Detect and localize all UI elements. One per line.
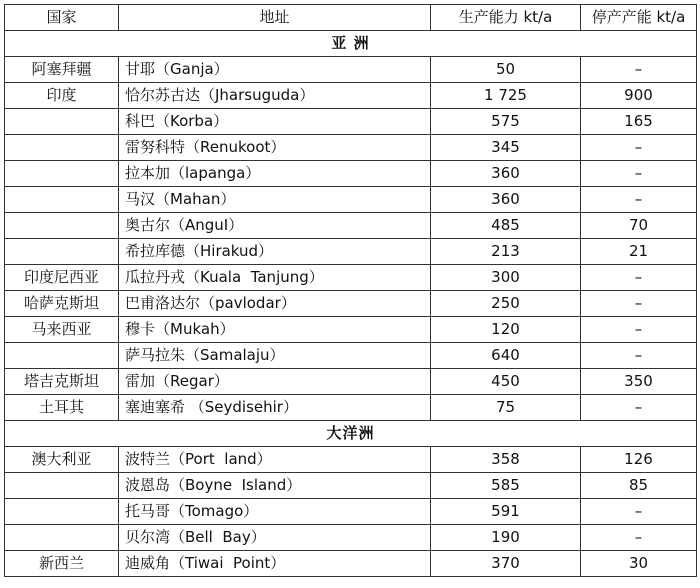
header-capacity: 生产能力 kt/a — [431, 5, 581, 31]
table-row — [5, 473, 697, 499]
address-cell: 雷努科特（Renukoot） — [119, 135, 431, 161]
capacity-cell: 370 — [431, 551, 581, 577]
idle-capacity-cell: – — [581, 395, 697, 421]
capacity-cell: 575 — [431, 109, 581, 135]
table-row — [5, 499, 697, 525]
table-row — [5, 447, 697, 473]
idle-capacity-cell: 70 — [581, 213, 697, 239]
idle-capacity-cell: – — [581, 265, 697, 291]
capacity-cell: 591 — [431, 499, 581, 525]
address-cell: 波恩岛（Boyne Island） — [119, 473, 431, 499]
country-cell — [5, 109, 119, 135]
capacity-cell: 300 — [431, 265, 581, 291]
table-row — [5, 317, 697, 343]
table-row — [5, 135, 697, 161]
table-row — [5, 161, 697, 187]
idle-capacity-cell: 21 — [581, 239, 697, 265]
country-cell: 澳大利亚 — [5, 447, 119, 473]
table-row — [5, 187, 697, 213]
region-label: 大洋洲 — [5, 421, 697, 447]
address-cell: 塞迪塞希 （Seydisehir） — [119, 395, 431, 421]
idle-capacity-cell: – — [581, 187, 697, 213]
country-cell: 马来西亚 — [5, 317, 119, 343]
capacity-cell: 50 — [431, 57, 581, 83]
address-cell: 奥古尔（AnguI） — [119, 213, 431, 239]
capacity-cell: 360 — [431, 161, 581, 187]
region-label: 亚 洲 — [5, 31, 697, 57]
table-row — [5, 343, 697, 369]
capacity-cell: 345 — [431, 135, 581, 161]
idle-capacity-cell: 350 — [581, 369, 697, 395]
address-cell: 甘耶（Ganja） — [119, 57, 431, 83]
country-cell: 阿塞拜疆 — [5, 57, 119, 83]
country-cell — [5, 473, 119, 499]
table-row — [5, 395, 697, 421]
country-cell — [5, 135, 119, 161]
table-row — [5, 239, 697, 265]
table-row — [5, 369, 697, 395]
idle-capacity-cell: 900 — [581, 83, 697, 109]
table-row — [5, 551, 697, 577]
capacity-cell: 1 725 — [431, 83, 581, 109]
country-cell — [5, 239, 119, 265]
header-idle-capacity: 停产产能 kt/a — [581, 5, 697, 31]
idle-capacity-cell: – — [581, 499, 697, 525]
capacity-cell: 358 — [431, 447, 581, 473]
country-cell — [5, 187, 119, 213]
idle-capacity-cell: 30 — [581, 551, 697, 577]
capacity-cell: 485 — [431, 213, 581, 239]
header-row — [5, 5, 697, 31]
table-row — [5, 213, 697, 239]
region-row — [5, 421, 697, 447]
address-cell: 科巴（Korba） — [119, 109, 431, 135]
table-row — [5, 265, 697, 291]
country-cell: 土耳其 — [5, 395, 119, 421]
capacity-cell: 213 — [431, 239, 581, 265]
capacity-cell: 585 — [431, 473, 581, 499]
idle-capacity-cell: – — [581, 525, 697, 551]
address-cell: 希拉库德（Hirakud） — [119, 239, 431, 265]
header-address: 地址 — [119, 5, 431, 31]
address-cell: 贝尔湾（Bell Bay） — [119, 525, 431, 551]
smelter-capacity-table — [4, 4, 697, 577]
idle-capacity-cell: – — [581, 291, 697, 317]
capacity-cell: 360 — [431, 187, 581, 213]
table-row — [5, 83, 697, 109]
idle-capacity-cell: – — [581, 161, 697, 187]
address-cell: 瓜拉丹戎（Kuala Tanjung） — [119, 265, 431, 291]
idle-capacity-cell: 165 — [581, 109, 697, 135]
country-cell: 哈萨克斯坦 — [5, 291, 119, 317]
capacity-cell: 75 — [431, 395, 581, 421]
header-country: 国家 — [5, 5, 119, 31]
capacity-cell: 450 — [431, 369, 581, 395]
address-cell: 马汉（Mahan） — [119, 187, 431, 213]
capacity-cell: 250 — [431, 291, 581, 317]
capacity-cell: 190 — [431, 525, 581, 551]
address-cell: 托马哥（Tomago） — [119, 499, 431, 525]
capacity-cell: 640 — [431, 343, 581, 369]
country-cell — [5, 213, 119, 239]
address-cell: 巴甫洛达尔（pavlodar） — [119, 291, 431, 317]
table-row — [5, 291, 697, 317]
table-header — [5, 5, 697, 31]
address-cell: 恰尔苏古达（Jharsuguda） — [119, 83, 431, 109]
country-cell — [5, 343, 119, 369]
country-cell: 印度尼西亚 — [5, 265, 119, 291]
idle-capacity-cell: – — [581, 343, 697, 369]
address-cell: 穆卡（Mukah） — [119, 317, 431, 343]
idle-capacity-cell: – — [581, 317, 697, 343]
table-row — [5, 57, 697, 83]
region-row — [5, 31, 697, 57]
idle-capacity-cell: – — [581, 57, 697, 83]
country-cell — [5, 161, 119, 187]
idle-capacity-cell: 126 — [581, 447, 697, 473]
table-row — [5, 525, 697, 551]
capacity-cell: 120 — [431, 317, 581, 343]
country-cell — [5, 525, 119, 551]
table-row — [5, 109, 697, 135]
country-cell: 塔吉克斯坦 — [5, 369, 119, 395]
idle-capacity-cell: – — [581, 135, 697, 161]
country-cell: 新西兰 — [5, 551, 119, 577]
address-cell: 拉本加（lapanga） — [119, 161, 431, 187]
idle-capacity-cell: 85 — [581, 473, 697, 499]
address-cell: 波特兰（Port land） — [119, 447, 431, 473]
address-cell: 迪威角（Tiwai Point） — [119, 551, 431, 577]
table-body — [5, 31, 697, 577]
address-cell: 雷加（Regar） — [119, 369, 431, 395]
country-cell: 印度 — [5, 83, 119, 109]
country-cell — [5, 499, 119, 525]
address-cell: 萨马拉朱（Samalaju） — [119, 343, 431, 369]
